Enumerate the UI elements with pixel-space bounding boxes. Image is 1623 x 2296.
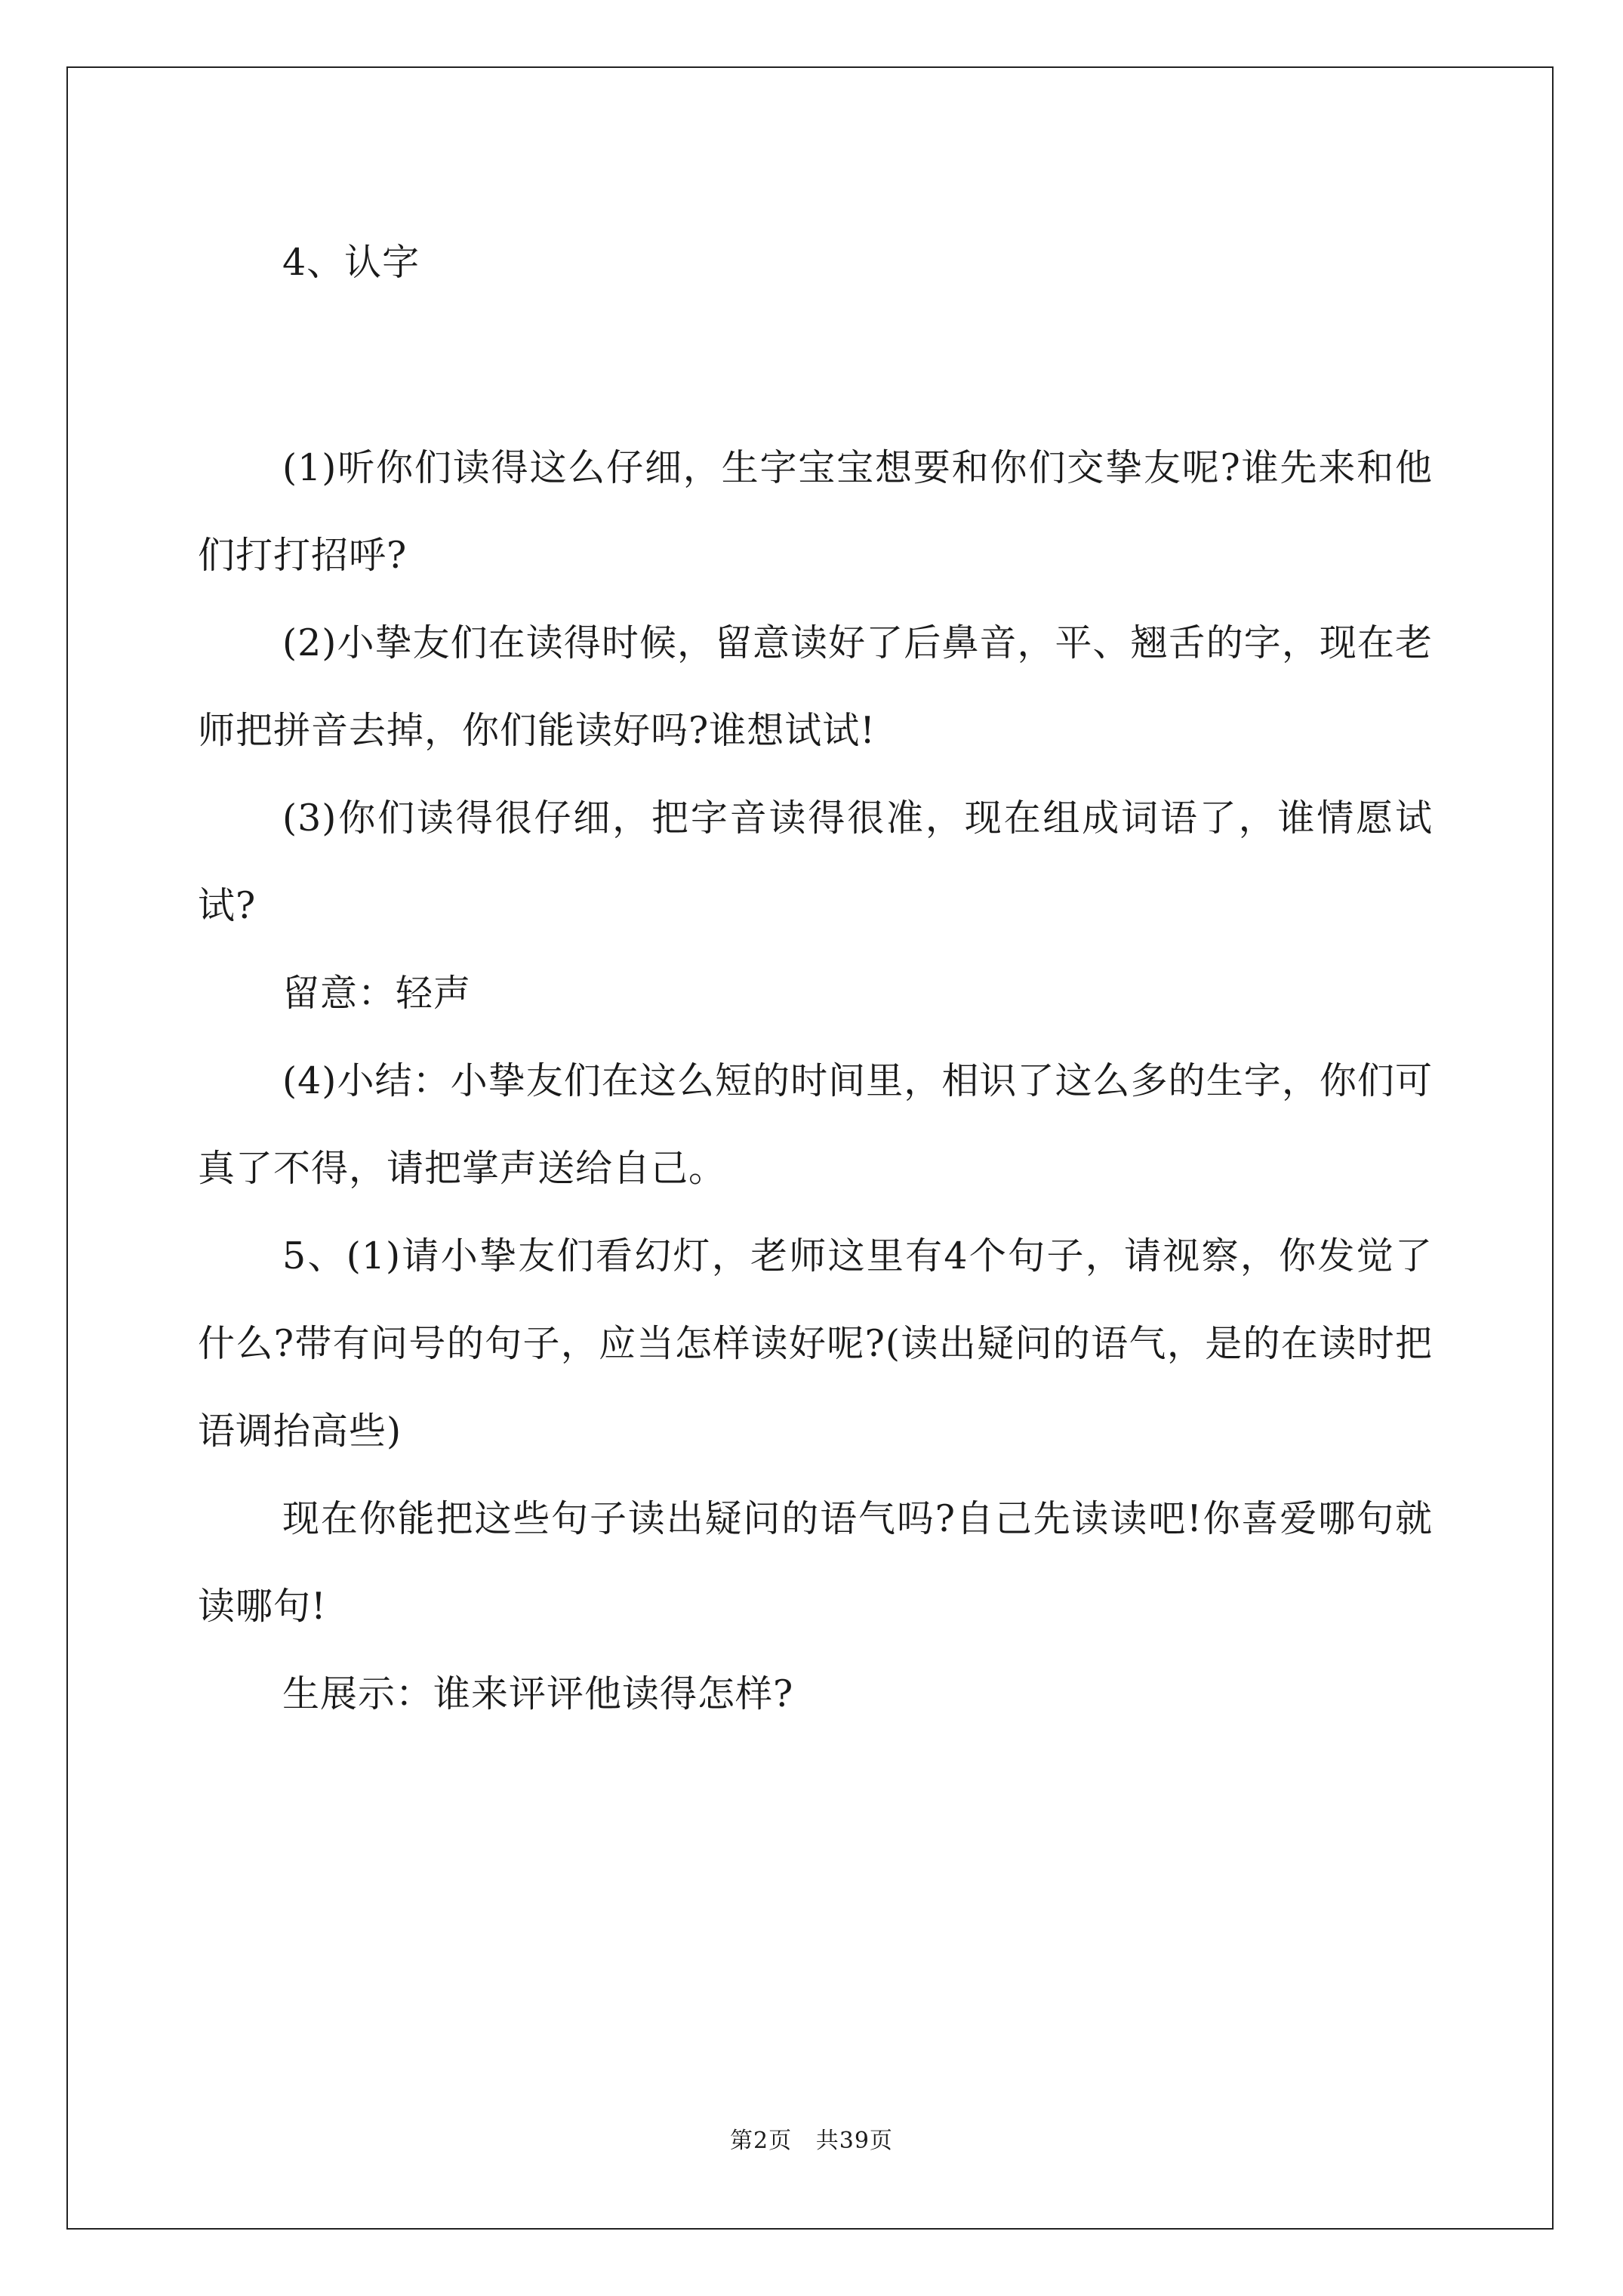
paragraph: 留意：轻声 xyxy=(282,972,472,1015)
paragraph: (4)小结：小挚友们在这么短的时间里，相识了这么多的生字，你们可真了不得，请把掌声送给自己。 xyxy=(198,1059,1433,1190)
paragraph: (3)你们读得很仔细，把字音读得很准，现在组成词语了，谁情愿试试? xyxy=(198,797,1433,927)
page-number: 第2页 xyxy=(730,2128,793,2154)
section-heading: 4、认字 xyxy=(282,241,420,284)
paragraph: 生展示：谁来评评他读得怎样? xyxy=(282,1672,794,1715)
page-footer xyxy=(0,2122,1623,2155)
paragraph: 现在你能把这些句子读出疑问的语气吗?自己先读读吧!你喜爱哪句就读哪句! xyxy=(198,1497,1433,1628)
paragraph: (2)小挚友们在读得时候，留意读好了后鼻音，平、翘舌的字，现在老师把拼音去掉，你们能读好吗?谁想试试! xyxy=(198,621,1433,752)
document-body xyxy=(198,219,1433,1738)
paragraph: 5、(1)请小挚友们看幻灯，老师这里有4个句子，请视察，你发觉了什么?带有问号的句子，应当怎样读好呢?(读出疑问的语气，是的在读时把语调抬高些) xyxy=(198,1234,1433,1453)
page-total: 共39页 xyxy=(815,2128,893,2154)
paragraph: (1)听你们读得这么仔细，生字宝宝想要和你们交挚友呢?谁先来和他们打打招呼? xyxy=(198,446,1433,577)
